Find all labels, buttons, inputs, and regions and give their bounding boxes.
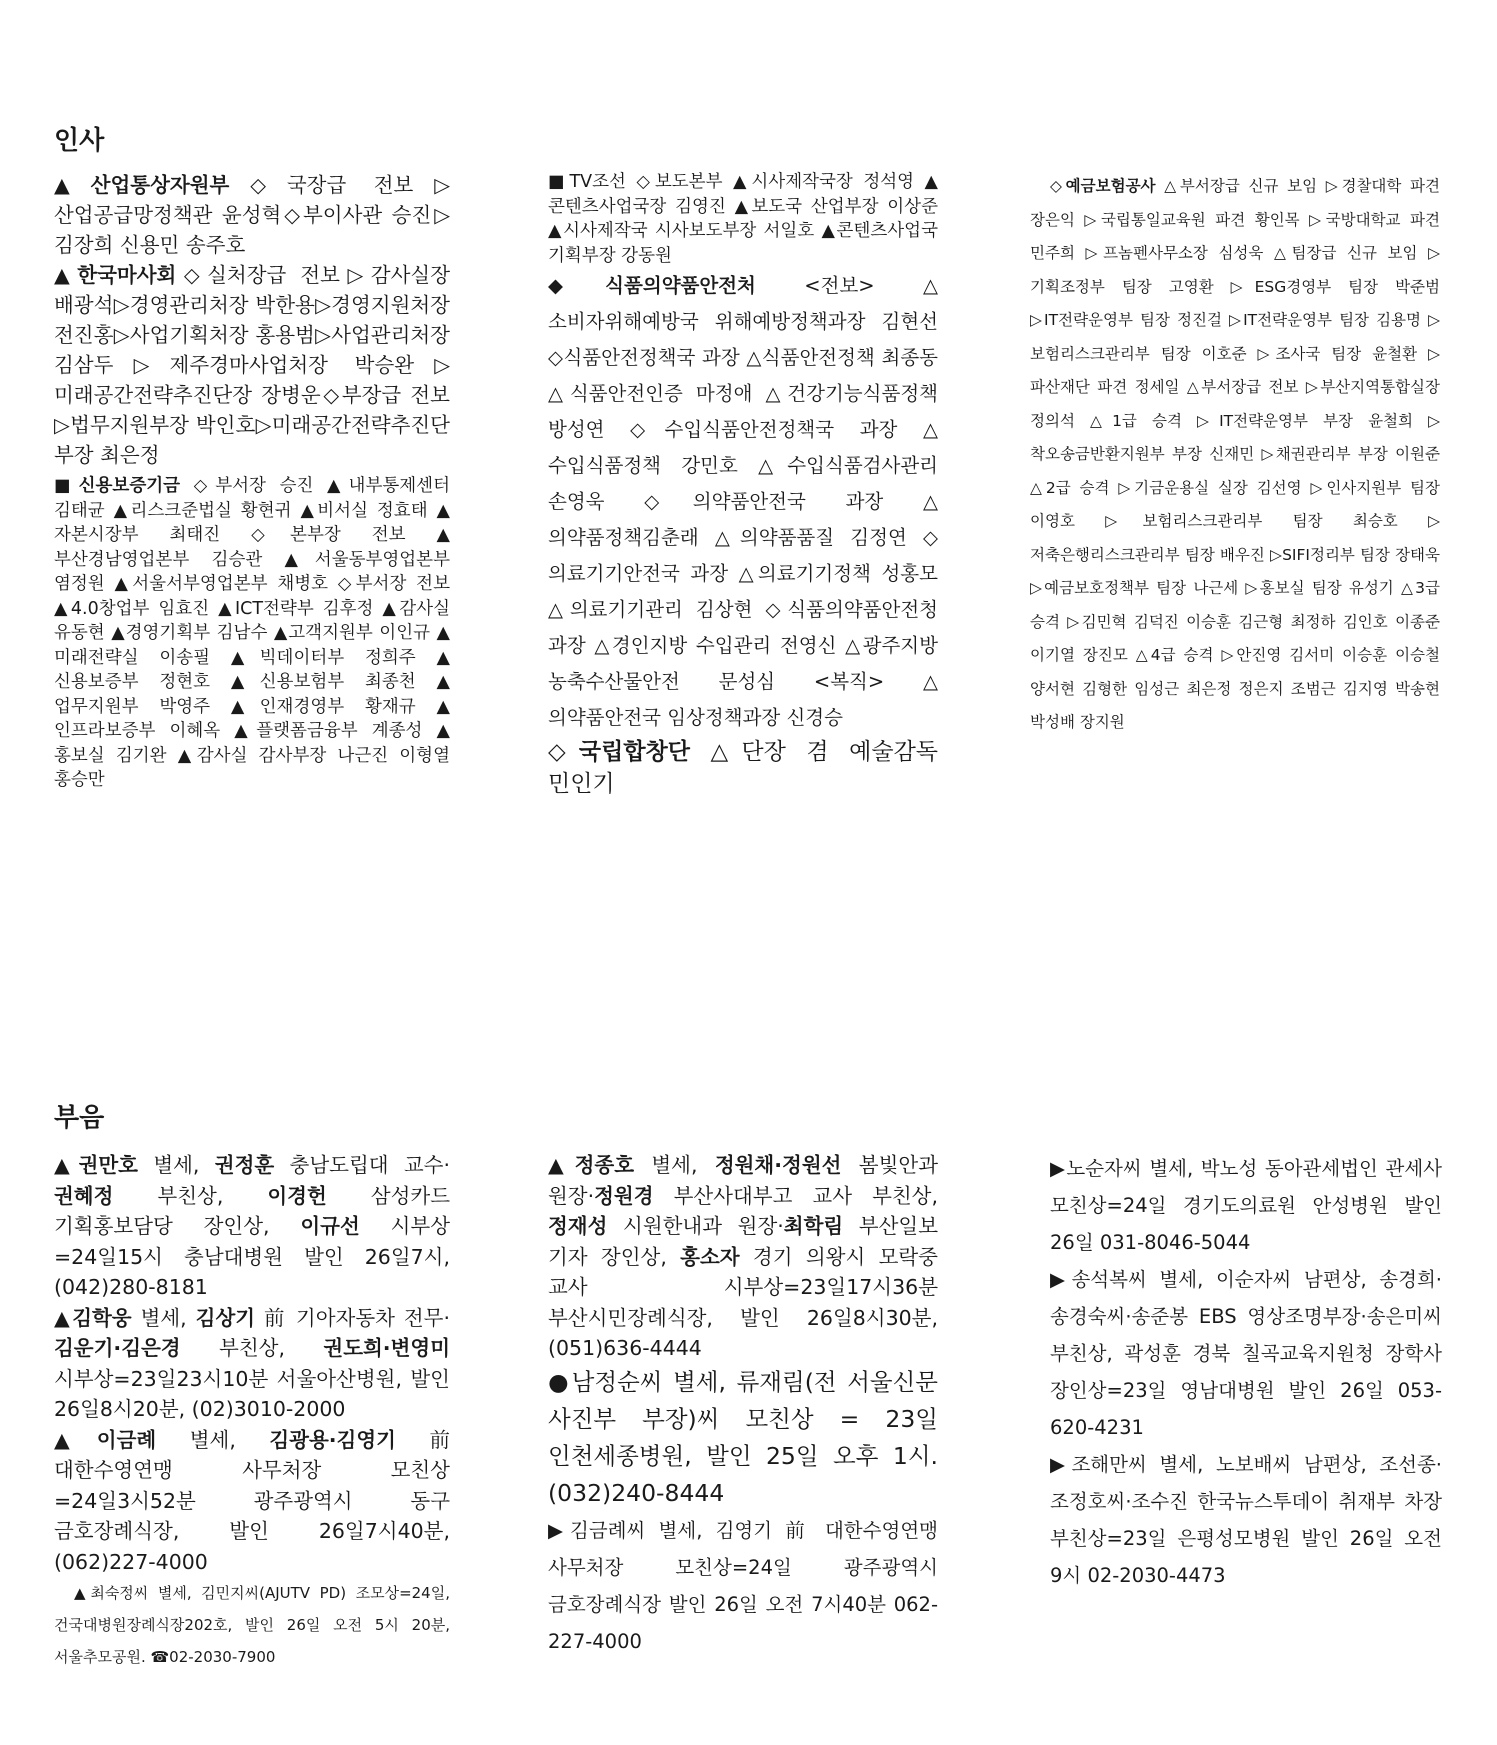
family-name: 정재성	[548, 1214, 608, 1238]
obituary-text: 前 대한수영연맹 사무처장 모친상=24일3시52분 광주광역시 동구 금호장례식장, 발인 26일7시40분, (062)227-4000	[54, 1427, 450, 1574]
family-name: 권혜정	[54, 1183, 114, 1208]
appointment-text: ◇부서장 승진 ▲내부통제센터 김태균 ▲리스크준법실 황현귀 ▲비서실 정효태 ▲자본시장부 최태진 ◇본부장 전보 ▲부산경남영업본부 김승관 ▲서울동부영업본부 염정원 ▲서울서부영업본부 채병호 ◇부서장 전보 ▲4.0창업부 임효진 ▲ICT전략부 김후정 ▲감사실 유동현 ▲경영기획부 김남수 ▲고객지원부 이인규 ▲미래전략실 이송필 ▲빅데이터부 정희주 ▲신용보증부 정현호 ▲신용보험부 최종천 ▲업무지원부 박영주 ▲인재경영부 황재규 ▲인프라보증부 이혜옥 ▲플랫폼금융부 계종성 ▲홍보실 김기완 ▲감사실 감사부장 나근진 이형열 홍승만	[54, 476, 450, 790]
appointment-text: ◇실처장급 전보▷감사실장 배광석▷경영관리처장 박한용▷경영지원처장 전진홍▷사업기획처장 홍용범▷사업관리처장 김삼두▷제주경마사업처장 박승완▷미래공간전략추진단장 장병운◇부장급 전보▷법무지원부장 박인호▷미래공간전략추진단 부장 최은정	[54, 263, 451, 467]
org-name: ■TV조선	[548, 172, 626, 192]
family-name: 최학림	[783, 1214, 844, 1238]
obituary-text: 별세,	[138, 1153, 215, 1177]
obituary-text: 별세,	[156, 1427, 270, 1452]
family-name: 홍소자	[680, 1244, 740, 1269]
deceased-name: ▲정종호	[548, 1153, 635, 1177]
obituary-text: 별세,	[634, 1153, 715, 1177]
obituary-text: 별세,	[131, 1305, 196, 1330]
appointment-entry	[548, 170, 938, 268]
bueum-column-1	[54, 1150, 450, 1673]
appointment-entry	[54, 260, 450, 470]
bueum-column-2	[548, 1150, 938, 1660]
obituary-text: 시원한내과 원장·	[607, 1214, 784, 1238]
obituary-entry	[54, 1425, 450, 1578]
appointment-entry	[1030, 170, 1440, 740]
obituary-entry: ▶송석복씨 별세, 이순자씨 남편상, 송경희·송경숙씨·송준봉 EBS 영상조명부장·송은미씨 부친상, 곽성훈 경북 칠곡교육지원청 장학사 장인상=23일 영남대병원 발인 26일 053-620-4231	[1050, 1268, 1442, 1439]
bueum-column-3	[1050, 1150, 1442, 1594]
appointment-entry	[54, 170, 450, 260]
obituary-text: 부친상,	[180, 1336, 324, 1360]
org-name: ◆식품의약품안전처	[548, 274, 756, 297]
family-name: 김광용·김영기	[269, 1427, 396, 1452]
family-name: 정원채·정원선	[714, 1153, 842, 1177]
section-heading-bueum: 부음	[54, 1103, 105, 1133]
obituary-entry: ▶노순자씨 별세, 박노성 동아관세법인 관세사 모친상=24일 경기도의료원 안성병원 발인 26일 031-8046-5044	[1050, 1157, 1442, 1254]
obituary-entry: ▶조해만씨 별세, 노보배씨 남편상, 조선종·조정호씨·조수진 한국뉴스투데이 취재부 차장 부친상=23일 은평성모병원 발인 26일 오전 9시 02-2030-4473	[1050, 1453, 1442, 1587]
obituary-text: 충남도립대 교수·	[274, 1153, 450, 1177]
appointment-entry	[548, 736, 938, 800]
deceased-name: ▲이금례	[54, 1427, 157, 1452]
appointment-entry	[548, 268, 938, 736]
family-name: 권정훈	[214, 1153, 275, 1177]
appointment-text: △부서장급 신규 보임 ▷경찰대학 파견 장은익 ▷국립통일교육원 파견 황인목 ▷국방대학교 파견 민주희 ▷프놈펜사무소장 심성욱 △팀장급 신규 보임 ▷기획조정부 팀장 고영환 ▷ESG경영부 팀장 박준범 ▷IT전략운영부 팀장 정진걸 ▷IT전략운영부 팀장 김용명 ▷보험리스크관리부 팀장 이호준 ▷조사국 팀장 윤철환 ▷파산재단 파견 정세일 △부서장급 전보 ▷부산지역통합실장 정의석 △1급 승격 ▷IT전략운영부 부장 윤철희 ▷착오송금반환지원부 부장 신재민 ▷채권관리부 부장 이원준 △2급 승격 ▷기금운용실 실장 김선영 ▷인사지원부 팀장 이영호 ▷보험리스크관리부 팀장 최승호 ▷저축은행리스크관리부 팀장 배우진 ▷SIFI정리부 팀장 장태욱 ▷예금보호정책부 팀장 나근세 ▷홍보실 팀장 유성기 △3급 승격 ▷김민혁 김덕진 이승훈 김근형 최정하 김인호 이종준 이기열 장진모 △4급 승격 ▷안진영 김서미 이승훈 이승철 양서현 김형한 임성근 최은정 정은지 조범근 김지영 박송현 박성배 장지원	[1030, 177, 1440, 731]
appointment-entry	[54, 474, 450, 793]
org-name: ◇예금보험공사	[1050, 177, 1156, 195]
insa-column-3	[1030, 170, 1440, 740]
org-name: ◇국립합창단	[548, 739, 690, 765]
obituary-entry: ▶김금례씨 별세, 김영기 前 대한수영연맹 사무처장 모친상=24일 광주광역시 금호장례식장 발인 26일 오전 7시40분 062-227-4000	[548, 1518, 938, 1653]
deceased-name: ▲권만호	[54, 1153, 138, 1177]
appointment-text: △단장 겸 예술감독 민인기	[548, 739, 939, 797]
obituary-text: 시부상=24일15시 충남대병원 발인 26일7시, (042)280-8181	[54, 1214, 450, 1299]
obituary-text: 삼성카드 기획홍보담당 장인상,	[54, 1183, 450, 1238]
family-name: 권도희·변영미	[323, 1336, 450, 1360]
obituary-text: 부친상,	[113, 1183, 268, 1208]
obituary-text: 시부상=23일23시10분 서울아산병원, 발인 26일8시20분, (02)3010-2000	[54, 1366, 450, 1421]
deceased-name: ▲김학웅	[54, 1305, 132, 1330]
obituary-entry: ▲최숙정씨 별세, 김민지씨(AJUTV PD) 조모상=24일, 건국대병원장례식장202호, 발인 26일 오전 5시 20분, 서울추모공원. ☎02-2030-7900	[54, 1584, 450, 1666]
appointment-text: ◇보도본부 ▲시사제작국장 정석영 ▲콘텐츠사업국장 김영진 ▲보도국 산업부장 이상준 ▲시사제작국 시사보도부장 서일호 ▲콘텐츠사업국 기획부장 강동원	[548, 172, 938, 266]
appointment-text: ◇국장급 전보▷산업공급망정책관 윤성혁◇부이사관 승진▷김장희 신용민 송주호	[54, 173, 450, 257]
org-name: ▲한국마사회	[54, 263, 177, 287]
org-name: ■신용보증기금	[54, 476, 181, 496]
obituary-text: 봄빛안과 원장·	[548, 1153, 938, 1208]
obituary-entry	[548, 1150, 938, 1364]
section-heading-insa: 인사	[54, 126, 105, 156]
obituary-text: 부산사대부고 교사 부친상,	[653, 1183, 938, 1208]
obituary-text: 前 기아자동차 전무·	[255, 1305, 451, 1330]
family-name: 이경헌	[267, 1183, 327, 1208]
family-name: 정원경	[594, 1183, 654, 1208]
obituary-entry	[54, 1150, 450, 1303]
appointment-text: <전보> △소비자위해예방국 위해예방정책과장 김현선 ◇식품안전정책국 과장 △식품안전정책 최종동 △식품안전인증 마정애 △건강기능식품정책 방성연 ◇수입식품안전정책국 과장 △수입식품정책 강민호 △수입식품검사관리 손영욱 ◇의약품안전국 과장 △의약품정책김춘래 △의약품품질 김정연 ◇의료기기안전국 과장 △의료기기정책 성홍모 △의료기기관리 김상현 ◇식품의약품안전청 과장 △경인지방 수입관리 전영신 △광주지방 농축수산물안전 문성심 <복직> △의약품안전국 임상정책과장 신경승	[548, 274, 938, 729]
obituary-entry	[54, 1303, 450, 1425]
family-name: 김상기	[195, 1305, 256, 1330]
obituary-text: 경기 의왕시 모락중 교사 시부상=23일17시36분 부산시민장례식장, 발인 26일8시30분, (051)636-4444	[548, 1244, 938, 1360]
obituary-text: 부산일보 기자 장인상,	[548, 1214, 938, 1269]
obituary-entry: ●남정순씨 별세, 류재림(전 서울신문 사진부 부장)씨 모친상 = 23일 인천세종병원, 발인 25일 오후 1시. (032)240-8444	[548, 1367, 938, 1507]
insa-column-2	[548, 170, 938, 800]
org-name: ▲산업통상자원부	[54, 173, 230, 197]
family-name: 이규선	[300, 1214, 360, 1238]
insa-column-1	[54, 170, 450, 793]
family-name: 김운기·김은경	[54, 1336, 181, 1360]
